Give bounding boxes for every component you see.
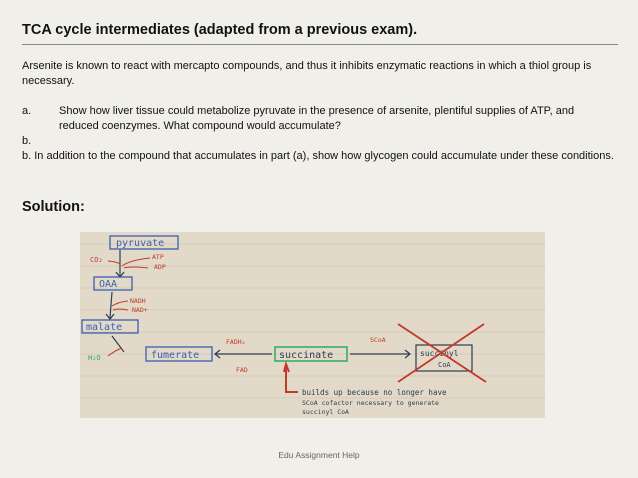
fumerate-label: fumerate — [151, 350, 200, 361]
succinate-label: succinate — [279, 350, 334, 361]
fadh2-label: FADH₂ — [226, 338, 246, 346]
note-line-1: builds up because no longer have — [302, 388, 447, 397]
pyruvate-label: pyruvate — [116, 238, 165, 249]
spacer — [22, 89, 616, 104]
atp-side-arrow — [122, 258, 150, 268]
co2-side-arrow — [108, 261, 120, 264]
footer-credit: Edu Assignment Help — [278, 450, 360, 460]
succinyl-coa-label: CoA — [438, 361, 451, 369]
nadh-side-arrow — [112, 301, 128, 310]
atp-label: ATP — [152, 253, 164, 261]
arrow-oaa-malate — [110, 292, 112, 318]
solution-heading: Solution: — [22, 199, 85, 215]
question-a — [22, 104, 616, 134]
cross-out-mark — [398, 324, 486, 382]
handwritten-solution-figure — [80, 232, 545, 418]
question-b-text: b. In addition to the compound that accumulates in part (a), show how glycogen could accumulate under these conditions. — [22, 150, 614, 162]
nad-label: NAD+ — [132, 306, 148, 314]
note-line-2: SCoA cofactor necessary to generate — [302, 399, 439, 407]
pathway-diagram — [80, 232, 545, 418]
adp-label: ADP — [154, 263, 166, 271]
title-divider — [22, 44, 618, 45]
succinyl-label: succinyl — [420, 349, 459, 358]
slide-body — [22, 59, 616, 164]
question-a-label: a. — [22, 105, 32, 117]
slide-title: TCA cycle intermediates (adapted from a previous exam). — [22, 22, 418, 38]
intro-paragraph: Arsenite is known to react with mercapto compounds, and thus it inhibits enzymatic reactions in which a thiol group is necessary. — [22, 60, 592, 87]
scoa-label: SCoA — [370, 336, 386, 344]
question-b-stub: b. — [22, 135, 32, 147]
question-a-text: Show how liver tissue could metabolize pyruvate in the presence of arsenite, plentiful supplies of ATP, and reduced coenzymes. What compound would accumulate? — [59, 105, 575, 132]
h2o-side-arrow — [108, 348, 122, 356]
fad-label: FAD — [236, 366, 248, 374]
malate-label: malate — [86, 322, 123, 333]
co2-label: CO₂ — [90, 256, 103, 264]
oaa-label: OAA — [99, 279, 118, 290]
h2o-label: H₂O — [88, 354, 101, 362]
nadh-label: NADH — [130, 297, 146, 305]
note-line-3: succinyl CoA — [302, 408, 349, 416]
